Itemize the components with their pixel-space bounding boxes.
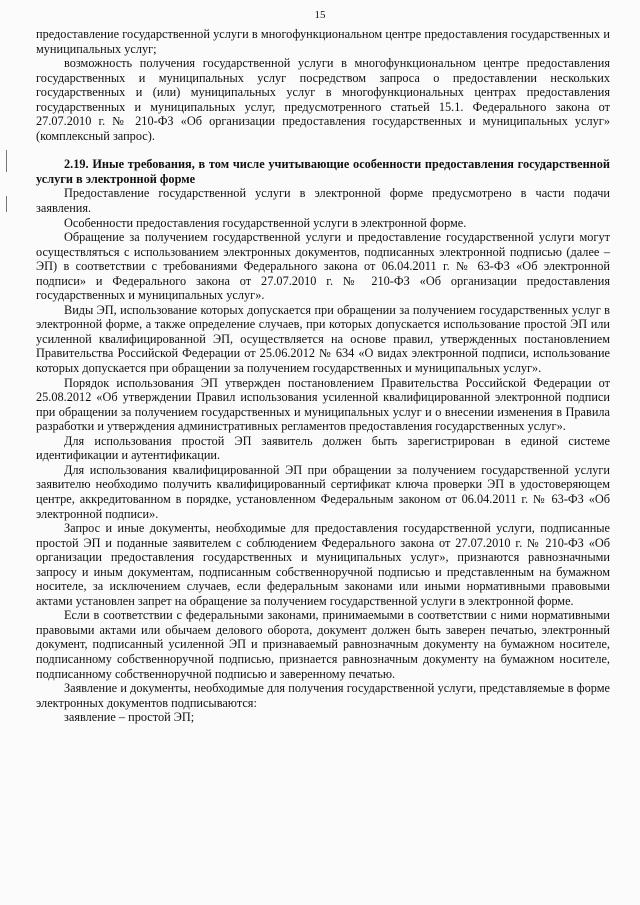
paragraph: заявление – простой ЭП; [64,710,195,725]
scan-margin-mark [6,150,7,172]
paragraph: Порядок использования ЭП утвержден постановлением Правительства Российской Федерации от 25.08.2012 «Об утверждении Правил использования усиленной квалифицированной электронной подписи при обращении за получением государственных и муниципальных услуг и о внесении изменения в Правила разработки и утверждения административных регламентов предоставления государственных услуг». [36,375,610,434]
paragraph: Виды ЭП, использование которых допускается при обращении за получением государственных услуг в электронной форме, а также определение случаев, при которых допускается использование простой ЭП или усиленной квалифицированной ЭП, осуществляется на основе правил, утвержденных постановлением Правительства Российской Федерации от 25.06.2012 № 634 «О видах электронной подписи, использование которых допускается при обращении за получением государственных и муниципальных услуг». [36,302,610,376]
section-heading: 2.19. Иные требования, в том числе учитывающие особенности предоставления государственной услуги в электронной форме [36,157,610,186]
paragraph: Заявление и документы, необходимые для получения государственной услуги, представляемые в форме электронных документов подписываются: [36,681,610,710]
paragraph: Запрос и иные документы, необходимые для предоставления государственной услуги, подписанные простой ЭП и поданные заявителем с соблюдением Федерального закона от 27.07.2010 г. № 210-ФЗ «Об организации предоставления государственных и муниципальных услуг», признаются равнозначными запросу и иным документам, подписанным собственноручной подписью и представленным на бумажном носителе, за исключением случаев, если федеральным законами или иными нормативными правовыми актами установлен запрет на обращение за получением государственной услуги в электронной форме. [36,521,610,608]
paragraph: предоставление государственной услуги в многофункциональном центре предоставления государственных и муниципальных услуг; [36,27,610,56]
document-body [36,27,610,725]
paragraph: Особенности предоставления государственной услуги в электронной форме. [64,215,467,230]
paragraph: Обращение за получением государственной услуги и предоставление государственной услуги могут осуществляться с использованием электронных документов, подписанных электронной подписью (далее – ЭП) в соответствии с требованиями Федерального закона от 06.04.2011 г. № 63-ФЗ «Об электронной подписи» и Федерального закона от 27.07.2010 г. № 210-ФЗ «Об организации предоставления государственных и муниципальных услуг». [36,230,610,303]
paragraph: Для использования простой ЭП заявитель должен быть зарегистрирован в единой системе идентификации и аутентификации. [36,433,610,463]
paragraph: Если в соответствии с федеральными законами, принимаемыми в соответствии с ними нормативными правовыми актами или обычаем делового оборота, документ должен быть заверен печатью, электронный документ, подписанный усиленной ЭП и признаваемый равнозначным документу на бумажном носителе, подписанному собственноручной подписью, признается равнозначным документу на бумажном носителе, подписанному собственноручной подписью и заверенному печатью. [36,608,610,681]
page-number: 15 [314,9,326,21]
paragraph: Предоставление государственной услуги в электронной форме предусмотрено в части подачи заявления. [36,186,610,216]
paragraph: Для использования квалифицированной ЭП при обращении за получением государственной услуги заявителю необходимо получить квалифицированный сертификат ключа проверки ЭП в удостоверяющем центре, аккредитованном в порядке, установленном Федеральным законом от 06.04.2011 г. № 63-ФЗ «Об электронной подписи». [36,462,610,521]
scan-margin-mark [6,196,7,212]
paragraph: возможность получения государственной услуги в многофункциональном центре предоставления государственных и муниципальных услуг посредством запроса о предоставлении нескольких государственных и (или) муниципальных услуг в многофункциональных центрах предоставления государственных и муниципальных услуг, предусмотренного статьей 15.1. Федерального закона от 27.07.2010 г. № 210-ФЗ «Об организации предоставления государственных и муниципальных услуг» (комплексный запрос). [36,56,610,143]
